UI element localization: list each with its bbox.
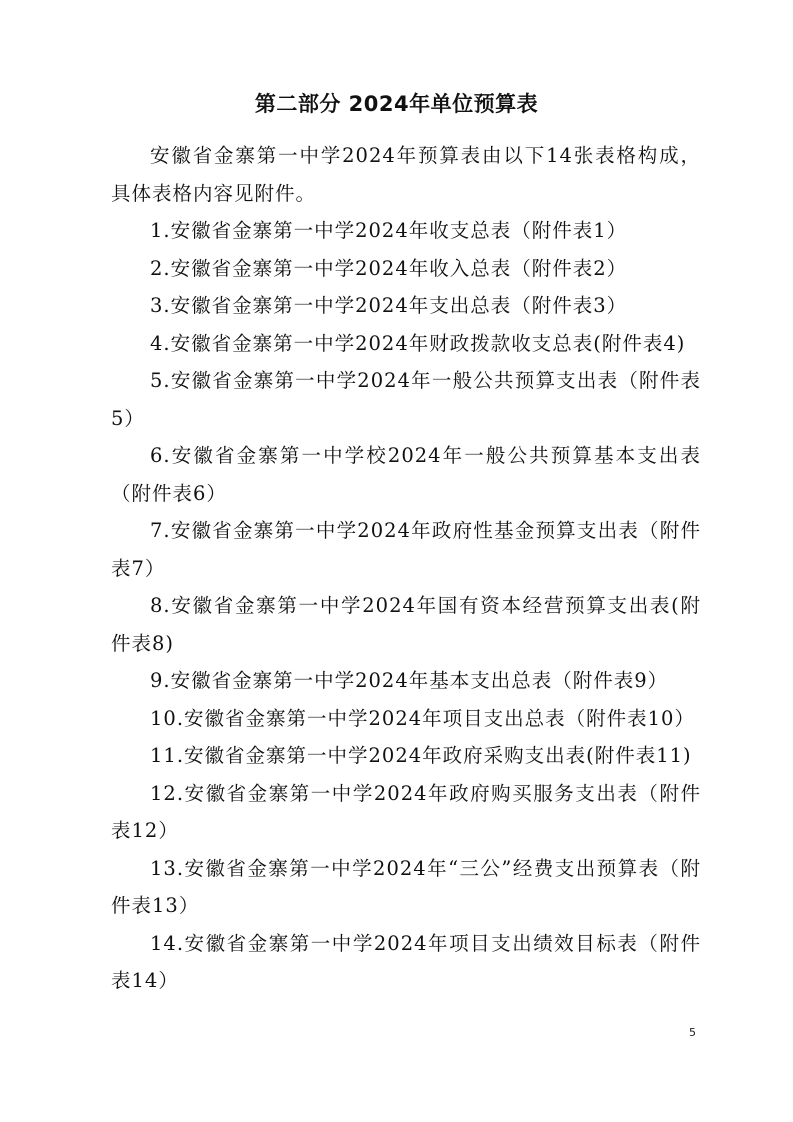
list-item: 13.安徽省金寨第一中学2024年“三公”经费支出预算表（附件表13） bbox=[111, 856, 701, 917]
page-number: 5 bbox=[689, 1026, 696, 1039]
list-item: 9.安徽省金寨第一中学2024年基本支出总表（附件表9） bbox=[150, 669, 669, 692]
list-item: 10.安徽省金寨第一中学2024年项目支出总表（附件表10） bbox=[150, 706, 695, 730]
list-item: 3.安徽省金寨第一中学2024年支出总表（附件表3） bbox=[150, 294, 628, 317]
list-item: 7.安徽省金寨第一中学2024年政府性基金预算支出表（附件表7） bbox=[111, 519, 701, 580]
list-item: 4.安徽省金寨第一中学2024年财政拨款收支总表(附件表4) bbox=[150, 331, 686, 355]
list-item: 6.安徽省金寨第一中学校2024年一般公共预算基本支出表（附件表6） bbox=[111, 444, 701, 505]
list-item: 12.安徽省金寨第一中学2024年政府购买服务支出表（附件表12） bbox=[111, 781, 701, 842]
document-title: 第二部分 2024年单位预算表 bbox=[254, 92, 539, 116]
list-item: 2.安徽省金寨第一中学2024年收入总表（附件表2） bbox=[150, 256, 628, 280]
intro-paragraph: 安徽省金寨第一中学2024年预算表由以下14张表格构成，具体表格内容见附件。 bbox=[111, 144, 701, 205]
list-item: 11.安徽省金寨第一中学2024年政府采购支出表(附件表11) bbox=[150, 744, 692, 767]
list-item: 14.安徽省金寨第一中学2024年项目支出绩效目标表（附件表14） bbox=[111, 931, 701, 992]
document-body bbox=[111, 137, 701, 1000]
list-item: 1.安徽省金寨第一中学2024年收支总表（附件表1） bbox=[150, 219, 628, 242]
list-item: 8.安徽省金寨第一中学2024年国有资本经营预算支出表(附件表8) bbox=[111, 594, 701, 655]
list-item: 5.安徽省金寨第一中学2024年一般公共预算支出表（附件表5） bbox=[111, 369, 701, 430]
